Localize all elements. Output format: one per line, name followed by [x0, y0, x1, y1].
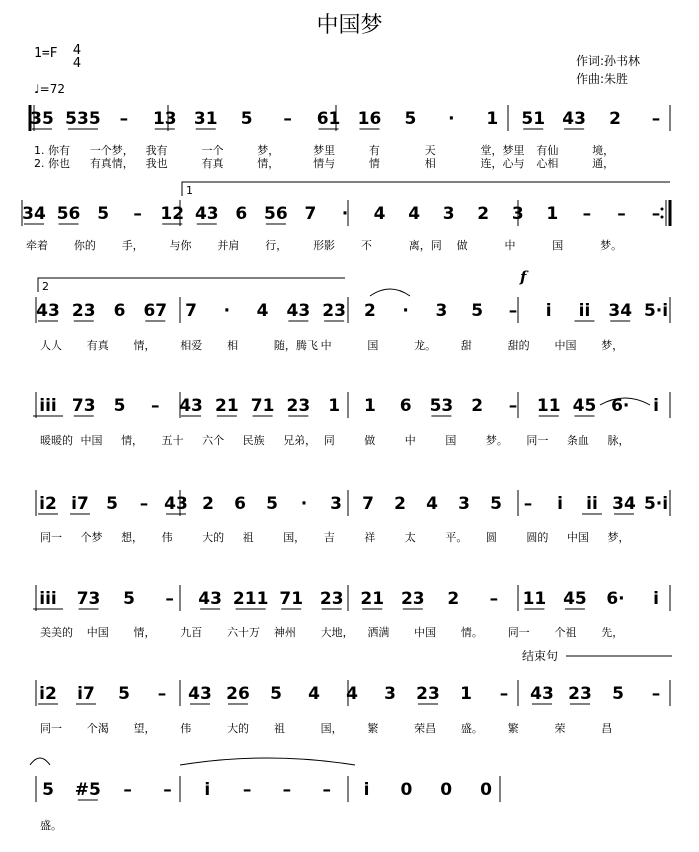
note: 0	[440, 780, 453, 800]
note: 5·i	[643, 494, 669, 514]
note: i	[557, 494, 563, 514]
lyric-word: 国	[367, 339, 379, 352]
composer-credit: 作曲:朱胜	[576, 72, 629, 86]
lyric-word: 心相	[536, 157, 559, 170]
note: 6	[113, 301, 126, 321]
note: 2	[477, 204, 490, 224]
note: i	[545, 301, 552, 321]
note: 5	[266, 494, 278, 514]
note: 2	[363, 301, 376, 321]
note: 71	[250, 396, 275, 416]
note: 35	[30, 109, 54, 129]
note: 56	[56, 204, 81, 224]
lyric-word: 情	[368, 157, 380, 170]
note: –	[322, 780, 331, 800]
note: i	[363, 780, 370, 800]
lyric-word: 手，	[121, 239, 144, 252]
note: i	[653, 396, 659, 416]
lyric-word: 太	[404, 531, 416, 544]
note: 2	[609, 109, 621, 129]
note: 43	[286, 301, 311, 321]
note: –	[123, 780, 132, 800]
note: 43	[198, 589, 222, 609]
note: –	[157, 684, 167, 704]
tempo-marking: ♩=72	[34, 82, 65, 96]
note: iii	[39, 589, 57, 609]
note: 6	[399, 396, 412, 416]
coda-label: 结束句	[522, 649, 559, 663]
lyric-word: 有	[368, 144, 380, 157]
note: 5	[471, 301, 484, 321]
note: 535	[65, 109, 101, 129]
lyric-word: 大地，	[320, 626, 354, 639]
lyric-word: 2. 你也	[34, 157, 70, 170]
note: 53	[429, 396, 454, 416]
lyric-word: 祥	[364, 531, 376, 544]
lyric-word: 情。	[460, 626, 483, 639]
note: 5	[490, 494, 502, 514]
note: 23	[322, 301, 346, 321]
note: 23	[416, 684, 440, 704]
lyric-word: 相	[227, 339, 239, 352]
note: 13	[152, 109, 177, 129]
note: 1	[363, 396, 376, 416]
note: 1	[546, 204, 559, 224]
lyric-word: 想，	[121, 531, 144, 544]
lyric-word: 同	[323, 434, 335, 447]
volta-2-bracket	[38, 278, 345, 292]
note: 12	[160, 204, 185, 224]
note: 45	[563, 589, 587, 609]
note: –	[508, 301, 518, 321]
lyric-word: 平。	[445, 531, 468, 544]
volta-1-bracket	[182, 182, 670, 196]
lyric-word: 盛。	[40, 819, 62, 832]
lyric-word: 行，	[265, 239, 288, 252]
lyric-word: 神州	[273, 626, 296, 639]
lyric-word: 情，	[133, 339, 156, 352]
note: 4	[408, 204, 421, 224]
barline-dot	[661, 208, 664, 211]
note: 51	[521, 109, 546, 129]
lyric-word: 望，	[133, 722, 156, 735]
lyric-word: 先，	[601, 626, 624, 639]
note: 5	[123, 589, 135, 609]
note: ·	[223, 301, 231, 321]
lyric-word: 梦，	[601, 339, 624, 352]
lyric-word: 中	[404, 434, 416, 447]
lyric-word: 相	[424, 157, 436, 170]
note: 3	[435, 301, 448, 321]
note: 21	[214, 396, 239, 416]
lyric-word: 情与	[313, 157, 336, 170]
lyric-word: 同一	[526, 434, 549, 447]
lyric-word: 同一	[40, 722, 62, 735]
lyric-word: 梦，	[257, 144, 280, 157]
note: 43	[36, 301, 60, 321]
note: 4	[346, 684, 358, 704]
note: 23	[71, 301, 96, 321]
note: 2	[202, 494, 214, 514]
lyric-word: 荣昌	[414, 722, 437, 735]
note: –	[499, 684, 509, 704]
note: –	[283, 109, 292, 129]
lyric-word: 洒满	[367, 626, 390, 639]
note: i2	[39, 684, 57, 704]
note: 23	[568, 684, 592, 704]
note: 0	[400, 780, 413, 800]
lyric-word: 吉	[323, 531, 335, 544]
note: 23	[319, 589, 344, 609]
note: 71	[279, 589, 304, 609]
lyric-word: 相爱	[180, 339, 203, 352]
note: 5	[42, 780, 54, 800]
lyric-word: 一个	[201, 144, 224, 157]
note: 3	[511, 204, 524, 224]
note: ii	[578, 301, 591, 321]
note: 61	[316, 109, 341, 129]
note: 1	[486, 109, 499, 129]
lyric-word: 做	[456, 239, 468, 252]
lyric-word: 中	[320, 339, 332, 352]
key-signature: 1=F	[34, 46, 58, 61]
lyric-word: 梦，	[607, 531, 630, 544]
note: 23	[286, 396, 311, 416]
slur	[180, 758, 355, 765]
lyric-word: 荣	[554, 722, 566, 735]
lyricist-credit: 作词:孙书林	[576, 54, 641, 68]
lyric-word: 圆的	[526, 531, 549, 544]
note: –	[151, 396, 160, 416]
note: –	[133, 204, 142, 224]
note: 11	[522, 589, 547, 609]
lyric-word: 通，	[592, 157, 615, 170]
lyric-word: 中国	[86, 626, 109, 639]
lyric-word: 中国	[554, 339, 577, 352]
note: 7	[185, 301, 197, 321]
note: 5	[106, 494, 118, 514]
note: –	[617, 204, 626, 224]
note: 5	[404, 109, 417, 129]
note: 3	[442, 204, 455, 224]
lyric-word: 甜	[460, 339, 472, 352]
note: i7	[77, 684, 95, 704]
note: –	[163, 780, 172, 800]
time-signature-top: 4	[72, 43, 82, 58]
lyric-word: 我也	[145, 157, 168, 170]
note: 34	[608, 301, 633, 321]
lyric-word: 中国	[414, 626, 437, 639]
note: ·	[341, 204, 349, 224]
lyric-word: 有真	[201, 157, 224, 170]
note: ii	[586, 494, 598, 514]
lyric-word: 九百	[180, 626, 203, 639]
note: 73	[76, 589, 101, 609]
lyric-word: 繁	[507, 722, 519, 735]
note: 5	[118, 684, 130, 704]
note: 4	[308, 684, 320, 704]
lyric-word: 一个梦，	[89, 144, 134, 157]
lyric-word: 有仙	[536, 144, 559, 157]
lyric-word: 国，	[320, 722, 343, 735]
lyric-word: 我有	[145, 144, 168, 157]
lyric-word: 离，同	[408, 239, 442, 252]
lyric-word: 情，	[257, 157, 280, 170]
note: 7	[362, 494, 374, 514]
lyric-word: 做	[364, 434, 376, 447]
note: 43	[562, 109, 586, 129]
note: 4	[373, 204, 386, 224]
note: 56	[264, 204, 288, 224]
note: 7	[304, 204, 317, 224]
lyric-word: 堂，梦里	[480, 144, 525, 157]
note: 34	[612, 494, 636, 514]
lyric-word: 天	[424, 144, 436, 157]
lyric-word: 繁	[367, 722, 379, 735]
note: 2	[394, 494, 406, 514]
note: 43	[188, 684, 212, 704]
lyric-word: 不	[360, 239, 372, 252]
note: 26	[226, 684, 250, 704]
note: 16	[357, 109, 382, 129]
note: 5·i	[643, 301, 669, 321]
note: –	[489, 589, 499, 609]
note: 43	[164, 494, 188, 514]
note: 5	[612, 684, 624, 704]
lyric-word: 祖	[273, 722, 285, 735]
note: 6·	[606, 589, 625, 609]
lyric-word: 情，	[133, 626, 156, 639]
note: 5	[97, 204, 110, 224]
note: –	[651, 204, 661, 224]
note: 4	[426, 494, 438, 514]
lyric-word: 国	[552, 239, 564, 252]
note: 5	[240, 109, 253, 129]
note: 73	[71, 396, 96, 416]
lyric-word: 个梦	[80, 531, 103, 544]
note: 6·	[611, 396, 630, 416]
note: –	[651, 109, 661, 129]
lyric-word: 兄弟，	[283, 434, 317, 447]
lyric-word: 有真	[86, 339, 109, 352]
lyric-word: 1. 你有	[34, 144, 70, 157]
lyric-word: 你的	[73, 239, 96, 252]
note: –	[508, 396, 518, 416]
lyric-word: 梦里	[313, 144, 336, 157]
lyric-word: 形影	[313, 239, 336, 252]
note: 1	[460, 684, 472, 704]
note: 45	[572, 396, 597, 416]
lyric-word: 脉，	[607, 434, 630, 447]
lyric-word: 个祖	[554, 626, 577, 639]
note: i2	[39, 494, 57, 514]
note: 3	[384, 684, 396, 704]
lyric-word: 国，	[283, 531, 306, 544]
lyric-word: 有真情，	[89, 157, 134, 170]
note: 2	[471, 396, 484, 416]
slur	[370, 289, 410, 296]
lyric-word: 民族	[242, 434, 265, 447]
lyric-word: 五十	[161, 434, 184, 447]
note: 5	[270, 684, 282, 704]
lyric-word: 伟	[180, 722, 192, 735]
note: –	[523, 494, 533, 514]
lyric-word: 随，腾飞	[273, 339, 318, 352]
lyric-word: 牵着	[26, 239, 48, 252]
lyric-word: 昌	[601, 722, 613, 735]
note: –	[242, 780, 252, 800]
note: –	[119, 109, 129, 129]
note: 2	[447, 589, 460, 609]
note: ·	[402, 301, 409, 321]
lyric-word: 暖暖的	[40, 434, 73, 447]
note: iii	[39, 396, 57, 416]
lyric-word: 中	[504, 239, 516, 252]
lyric-word: 同一	[507, 626, 530, 639]
lyric-word: 美美的	[40, 626, 73, 639]
lyric-word: 梦。	[600, 239, 623, 252]
note: #5	[74, 780, 101, 800]
lyric-word: 国	[445, 434, 457, 447]
note: 1	[328, 396, 341, 416]
note: 6	[234, 494, 246, 514]
note: 3	[330, 494, 342, 514]
note: ·	[300, 494, 308, 514]
dynamic-marking: f	[520, 268, 527, 286]
lyric-word: 大的	[227, 722, 250, 735]
note: 4	[256, 301, 269, 321]
note: –	[582, 204, 592, 224]
lyric-word: 与你	[169, 239, 192, 252]
lyric-word: 六个	[202, 434, 225, 447]
note: 31	[193, 109, 218, 129]
lyric-word: 大的	[202, 531, 225, 544]
note: i	[653, 589, 659, 609]
lyric-word: 人人	[40, 339, 62, 352]
lyric-word: 中国	[566, 531, 589, 544]
lyric-word: 甜的	[507, 339, 530, 352]
note: –	[165, 589, 174, 609]
note: –	[651, 684, 661, 704]
note: 11	[536, 396, 561, 416]
note: 43	[179, 396, 203, 416]
lyric-word: 盛。	[460, 722, 483, 735]
lyric-word: 圆	[485, 531, 497, 544]
note: 34	[22, 204, 46, 224]
barline-dot	[661, 216, 664, 219]
volta-2-label: 2	[42, 280, 49, 293]
slur	[30, 758, 50, 765]
lyric-word: 梦。	[485, 434, 508, 447]
lyric-word: 祖	[242, 531, 254, 544]
note: i7	[71, 494, 89, 514]
lyric-word: 同一	[40, 531, 62, 544]
note: 67	[143, 301, 168, 321]
note: 23	[400, 589, 425, 609]
lyric-word: 六十万	[227, 626, 261, 639]
lyric-word: 境，	[592, 144, 615, 157]
note: 5	[113, 396, 126, 416]
note: 43	[530, 684, 554, 704]
lyric-word: 连，心与	[480, 157, 525, 170]
note: 211	[232, 589, 269, 609]
note: i	[204, 780, 211, 800]
lyric-word: 中国	[80, 434, 103, 447]
note: 43	[194, 204, 219, 224]
note: 0	[480, 780, 492, 800]
lyric-word: 条血	[566, 434, 589, 447]
time-signature-bottom: 4	[72, 56, 82, 71]
lyric-word: 个渴	[86, 722, 109, 735]
note: 6	[235, 204, 248, 224]
note: 21	[360, 589, 385, 609]
note: 3	[458, 494, 470, 514]
song-title: 中国梦	[316, 13, 383, 38]
lyric-word: 情，	[121, 434, 144, 447]
note: –	[139, 494, 149, 514]
lyric-word: 龙。	[414, 339, 437, 352]
lyric-word: 伟	[161, 531, 173, 544]
note: –	[282, 780, 292, 800]
lyric-word: 并肩	[217, 239, 240, 252]
note: ·	[448, 109, 455, 129]
volta-1-label: 1	[186, 184, 193, 197]
